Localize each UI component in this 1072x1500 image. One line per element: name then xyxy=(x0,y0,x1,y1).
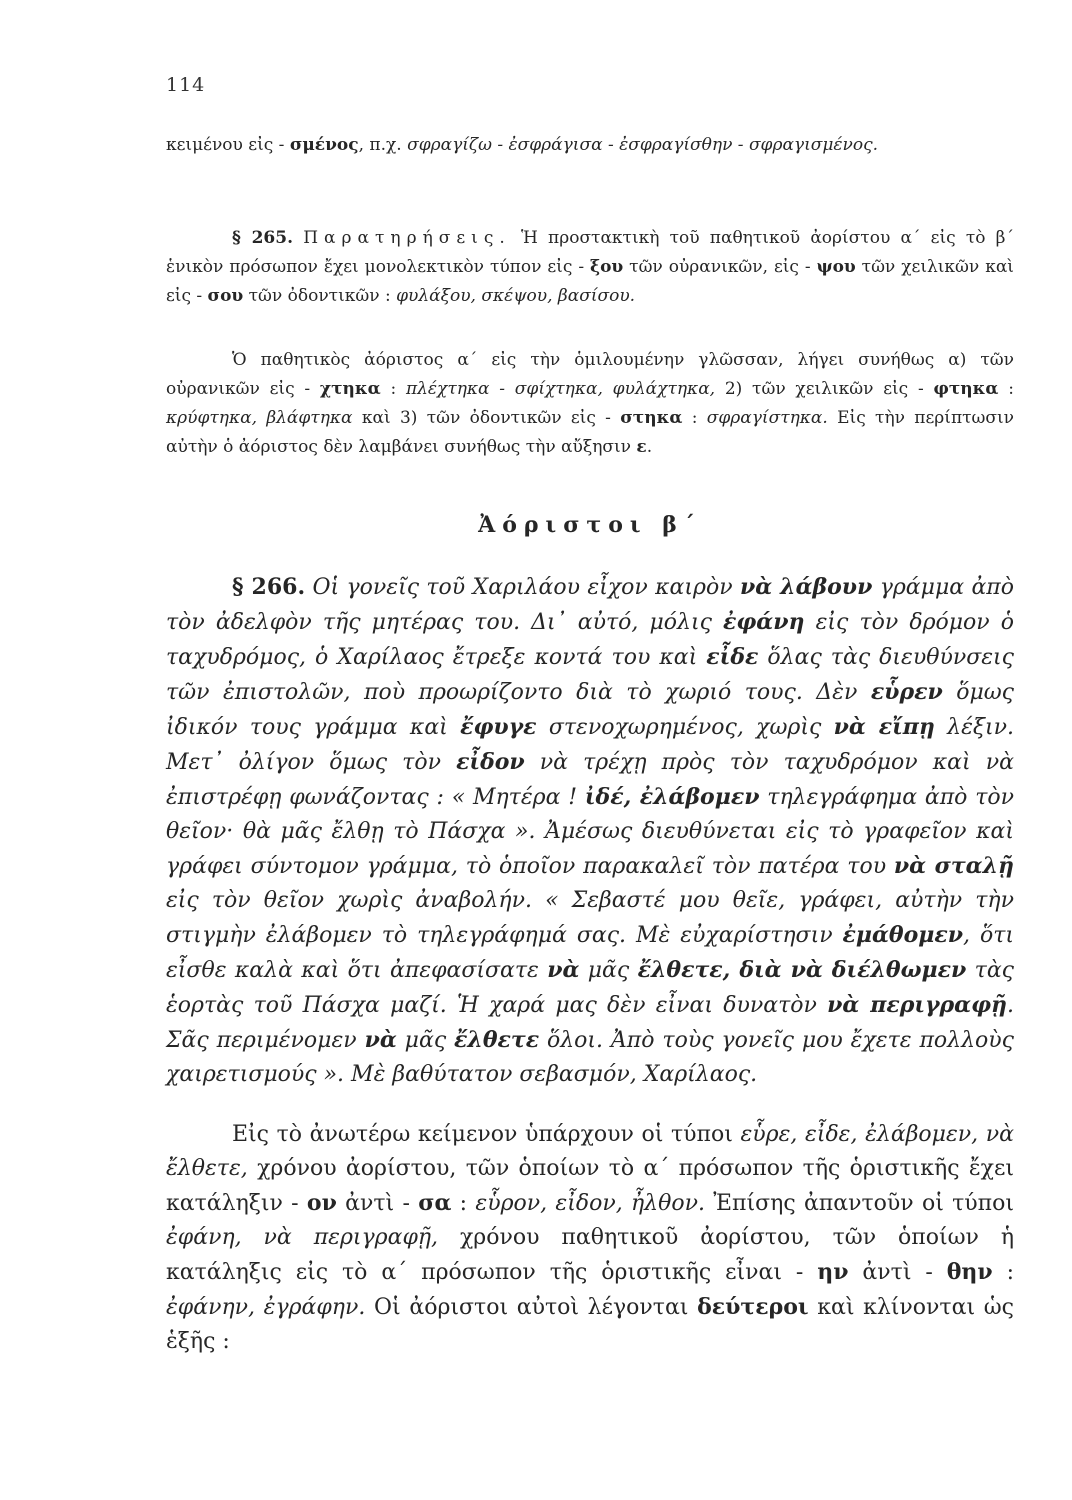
text-run: κειμένου εἰς - xyxy=(166,135,290,155)
text-run: ὅλας τὰς διευθύνσεις τῶν ἐπιστολῶν, ποὺ προωρίζοντο διὰ τὸ χωριό τους. Δὲν xyxy=(166,645,1014,705)
example-italic: σφραγίστηκα. xyxy=(706,408,828,428)
ending-bold: σμένος xyxy=(289,135,359,155)
text-run: χρόνου ἀορίστου, τῶν ὁποίων τὸ α΄ πρόσωπον τῆς ὁριστικῆς ἔχει κατάληξιν - xyxy=(166,1156,1014,1216)
section-title: Παρατηρήσεις. xyxy=(303,228,511,248)
text-run: ἀντὶ - xyxy=(848,1260,947,1285)
ending-bold: θην xyxy=(946,1259,993,1285)
ending-bold: ην xyxy=(817,1259,849,1285)
example-italic: ἐφάνη, νὰ περιγραφῇ, xyxy=(166,1225,439,1250)
text-run: : xyxy=(682,408,707,428)
text-run: χρόνου παθητικοῦ ἀορίστου, τῶν ὁποίων ἡ κατάληξις εἰς τὸ α΄ πρόσωπον τῆς ὁριστικῆς εἶναι - xyxy=(166,1225,1014,1285)
text-run: γράμμα ἀπὸ τὸν ἀδελφὸν τῆς μητέρας του. Δι᾿ αὐτό, μόλις xyxy=(166,575,1015,635)
text-run: : xyxy=(998,379,1014,399)
verb-bold: ἰδέ, ἐλάβομεν xyxy=(584,784,760,810)
text-run: τηλεγράφημα ἀπὸ τὸν θεῖον· θὰ μᾶς ἔλθῃ τὸ Πάσχα ». Ἀμέσως διευθύνεται εἰς τὸ γραφεῖον καὶ γράφει σύντομον γράμμα, τὸ ὁποῖον παρακαλεῖ τὸν πατέρα του xyxy=(166,785,1015,879)
text-run: τῶν χειλικῶν καὶ εἰς - xyxy=(166,257,1014,306)
text-run: ἀντὶ - xyxy=(336,1191,419,1216)
example-italic: σφραγίζω - ἐσφράγισα - ἐσφραγίσθην - σφραγισμένος. xyxy=(407,135,879,155)
term-bold: δεύτεροι xyxy=(697,1294,809,1320)
text-run: εἰς τὸν θεῖον χωρὶς ἀναβολήν. « Σεβαστέ μου θεῖε, γράφει, αὐτὴν τὴν στιγμὴν ἐλάβομεν τὸ τηλεγράφημά σας. Μὲ εὐχαρίστησιν xyxy=(166,888,1014,948)
verb-bold: ἔλθετε, διὰ νὰ διέλθωμεν xyxy=(637,957,967,983)
text-run: καὶ κλίνονται ὡς ἑξῆς : xyxy=(166,1295,1014,1354)
text-run: στενοχωρημένος, χωρὶς xyxy=(536,715,834,740)
verb-bold: νὰ σταλῇ xyxy=(893,853,1015,879)
example-italic: ἐφάνην, ἐγράφην. xyxy=(166,1295,366,1320)
text-run: Εἰς τὴν περίπτωσιν αὐτὴν ὁ ἀόριστος δὲν λαμβάνει συνήθως τὴν αὔξησιν xyxy=(166,408,1014,457)
section-number: § 266. xyxy=(232,574,306,600)
text-run: μᾶς xyxy=(579,958,638,983)
verb-bold: ἔφυγε xyxy=(460,714,537,740)
paragraph-266-story xyxy=(166,570,1014,1092)
text-run: 2) τῶν χειλικῶν εἰς - xyxy=(715,379,934,399)
example-italic: εὗρε, εἶδε, ἐλάβομεν, νὰ ἔλθετε, xyxy=(166,1122,1014,1181)
verb-bold: νὰ λάβουν xyxy=(739,574,873,600)
text-run: μᾶς xyxy=(396,1028,455,1053)
paragraph-spoken-aorist xyxy=(166,346,1014,462)
example-italic: φυλάξου, σκέψου, βασίσου. xyxy=(396,286,636,306)
text-run: , ὅτι εἶσθε καλὰ καὶ ὅτι ἀπεφασίσατε xyxy=(166,923,1014,983)
ending-bold: ψου xyxy=(816,257,856,277)
text-run: Ἡ προστακτικὴ τοῦ παθητικοῦ ἀορίστου α΄ εἰς τὸ β΄ ἑνικὸν πρόσωπον ἔχει μονολεκτικὸν τύπον εἰς - xyxy=(166,228,1015,277)
text-run: τὰς ἑορτὰς τοῦ Πάσχα μαζί. Ἡ χαρά μας δὲν εἶναι δυνατὸν xyxy=(166,958,1015,1018)
text-run: . Σᾶς περιμένομεν xyxy=(166,993,1014,1053)
verb-bold: νὰ περιγραφῇ xyxy=(827,992,1007,1018)
text-run: λέξιν. Μετ᾿ ὀλίγον ὅμως τὸν xyxy=(166,715,1014,775)
text-run: , π.χ. xyxy=(358,135,408,155)
text-run: : xyxy=(992,1260,1014,1285)
verb-bold: εἶδον xyxy=(456,749,525,775)
text-run: τῶν οὐρανικῶν, εἰς - xyxy=(623,257,817,277)
text-run: . xyxy=(646,437,653,457)
text-run: : xyxy=(380,379,406,399)
verb-bold: ἐφάνη xyxy=(723,609,805,635)
example-italic: εὗρον, εἶδον, ἦλθον. xyxy=(475,1191,705,1216)
example-italic: πλέχτηκα - σφίχτηκα, φυλάχτηκα, xyxy=(405,379,716,399)
ending-bold: φτηκα xyxy=(933,379,999,399)
ending-bold: ξου xyxy=(590,257,624,277)
augment-bold: ε xyxy=(636,437,647,457)
text-run: τῶν ὀδοντικῶν : xyxy=(243,286,397,306)
paragraph-265 xyxy=(166,224,1014,311)
text-run: Ὁ παθητικὸς ἀόριστος α΄ εἰς τὴν ὁμιλουμένην γλῶσσαν, λήγει συνήθως α) τῶν οὐρανικῶν εἰς - xyxy=(166,350,1014,399)
verb-bold: νὰ xyxy=(547,957,580,983)
text-run: Οἱ ἀόριστοι αὐτοὶ λέγονται xyxy=(365,1295,698,1320)
paragraph-continuation xyxy=(166,131,1014,160)
verb-bold: νὰ εἴπῃ xyxy=(833,714,935,740)
text-run: Εἰς τὸ ἀνωτέρω κείμενον ὑπάρχουν οἱ τύποι xyxy=(232,1122,741,1147)
verb-bold: εὗρεν xyxy=(870,679,943,705)
ending-bold: στηκα xyxy=(620,408,683,428)
paragraph-explanation xyxy=(166,1118,1014,1359)
text-run: : xyxy=(451,1191,476,1216)
text-run: ὅλοι. Ἀπὸ τοὺς γονεῖς μου ἔχετε πολλοὺς χαιρετισμούς ». Μὲ βαθύτατον σεβασμόν, Χαρίλαος. xyxy=(166,1028,1014,1087)
text-run: νὰ τρέχῃ πρὸς τὸν ταχυδρόμον καὶ νὰ ἐπιστρέφῃ φωνάζοντας : « Μητέρα ! xyxy=(166,750,1014,810)
verb-bold: ἔλθετε xyxy=(454,1027,540,1053)
ending-bold: σα xyxy=(418,1190,452,1216)
example-italic: κρύφτηκα, βλάφτηκα xyxy=(166,408,353,428)
text-run: Οἱ γονεῖς τοῦ Χαριλάου εἶχον καιρὸν xyxy=(305,575,740,600)
section-heading: Ἀόριστοι β΄ xyxy=(478,512,702,538)
verb-bold: εἶδε xyxy=(706,644,759,670)
ending-bold: σου xyxy=(207,286,244,306)
text-run: εἰς τὸν δρόμον ὁ ταχυδρόμος, ὁ Χαρίλαος ἔτρεξε κοντά του καὶ xyxy=(166,610,1015,670)
ending-bold: ον xyxy=(306,1190,337,1216)
verb-bold: ἐμάθομεν xyxy=(842,922,964,948)
section-number: § 265. xyxy=(232,228,294,248)
verb-bold: νὰ xyxy=(364,1027,397,1053)
text-run: ὅμως ἰδικόν τους γράμμα καὶ xyxy=(166,680,1015,740)
text-run: Ἐπίσης ἀπαντοῦν οἱ τύποι xyxy=(704,1191,1014,1216)
text-run: καὶ 3) τῶν ὀδοντικῶν εἰς - xyxy=(352,408,621,428)
ending-bold: χτηκα xyxy=(319,379,381,399)
page-number: 114 xyxy=(166,74,206,96)
